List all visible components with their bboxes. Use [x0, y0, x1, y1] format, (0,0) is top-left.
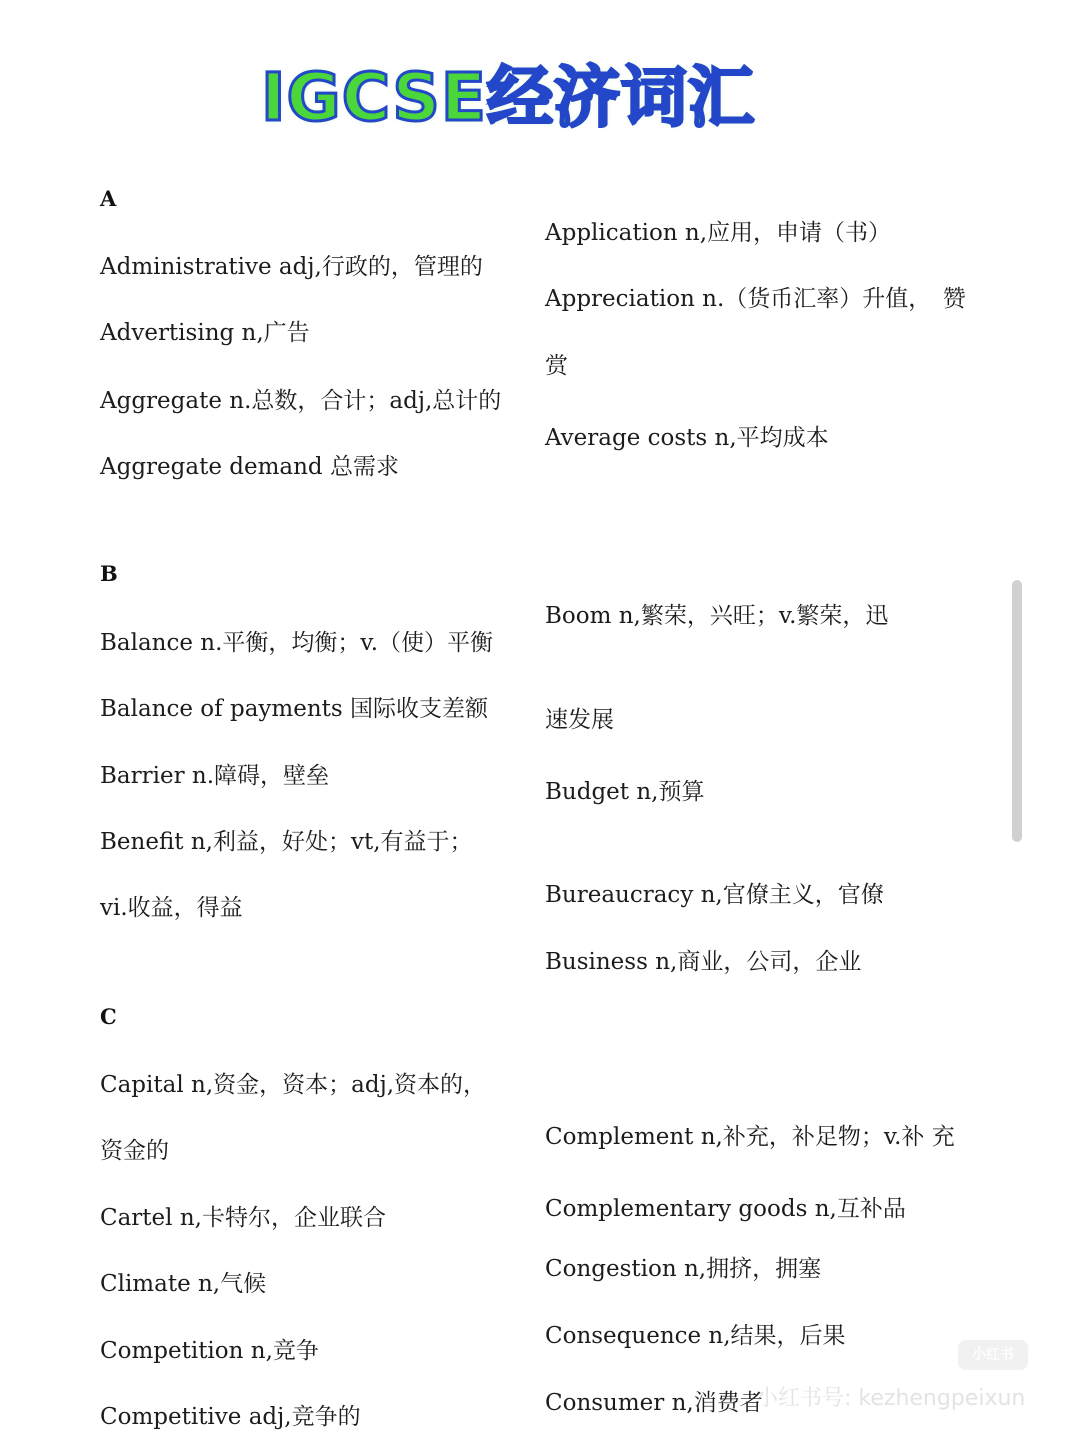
vocab-entry: Competitive adj,竞争的	[100, 1404, 361, 1430]
page-title: IGCSE经济词汇	[260, 59, 755, 136]
vocab-entry: Aggregate demand 总需求	[100, 454, 399, 480]
watermark-text: 小红书号: kezhengpeixun	[756, 1386, 1026, 1411]
vocab-entry: Consumer n,消费者	[545, 1390, 763, 1416]
vocab-entry-continuation: 资金的	[100, 1138, 169, 1164]
vocab-entry: Budget n,预算	[545, 779, 705, 805]
vocab-entry-continuation: 速发展	[545, 707, 614, 733]
vocab-entry: Cartel n,卡特尔，企业联合	[100, 1205, 386, 1231]
vocab-entry: Business n,商业，公司，企业	[545, 949, 862, 975]
vocab-entry-continuation: 赏	[545, 353, 568, 379]
vocab-entry: Bureaucracy n,官僚主义，官僚	[545, 882, 884, 908]
vocab-entry: Capital n,资金，资本；adj,资本的，	[100, 1072, 487, 1098]
vocab-entry: Advertising n,广告	[100, 320, 310, 346]
vocab-entry: Complementary goods n,互补品	[545, 1196, 906, 1222]
section-letter-b: B	[100, 561, 118, 586]
scrollbar-thumb[interactable]	[1012, 580, 1022, 842]
vocab-entry: Appreciation n.（货币汇率）升值， 赞	[545, 286, 966, 312]
vocab-entry: Administrative adj,行政的，管理的	[100, 254, 483, 280]
vocab-entry: Consequence n,结果，后果	[545, 1323, 846, 1349]
vocab-entry: Average costs n,平均成本	[545, 425, 829, 451]
watermark-logo: 小红书	[958, 1340, 1028, 1370]
vocab-entry: Competition n,竞争	[100, 1338, 319, 1364]
vocab-entry: Complement n,补充，补足物；v.补 充	[545, 1124, 955, 1150]
vocab-entry: Aggregate n.总数，合计；adj,总计的	[100, 388, 502, 414]
vocab-entry: Congestion n,拥挤，拥塞	[545, 1256, 822, 1282]
section-letter-a: A	[100, 186, 117, 211]
vocab-entry: Balance of payments 国际收支差额	[100, 696, 488, 722]
vocab-entry: Balance n.平衡，均衡；v.（使）平衡	[100, 630, 493, 656]
vocab-entry-continuation: vi.收益，得益	[100, 895, 243, 921]
section-letter-c: C	[100, 1004, 117, 1029]
vocab-entry: Barrier n.障碍，壁垒	[100, 763, 330, 789]
vocab-entry: Benefit n,利益，好处；vt,有益于；	[100, 829, 473, 855]
vocab-entry: Climate n,气候	[100, 1271, 267, 1297]
vocab-entry: Boom n,繁荣，兴旺；v.繁荣，迅	[545, 603, 889, 629]
vocab-entry: Application n,应用，申请（书）	[545, 220, 892, 246]
